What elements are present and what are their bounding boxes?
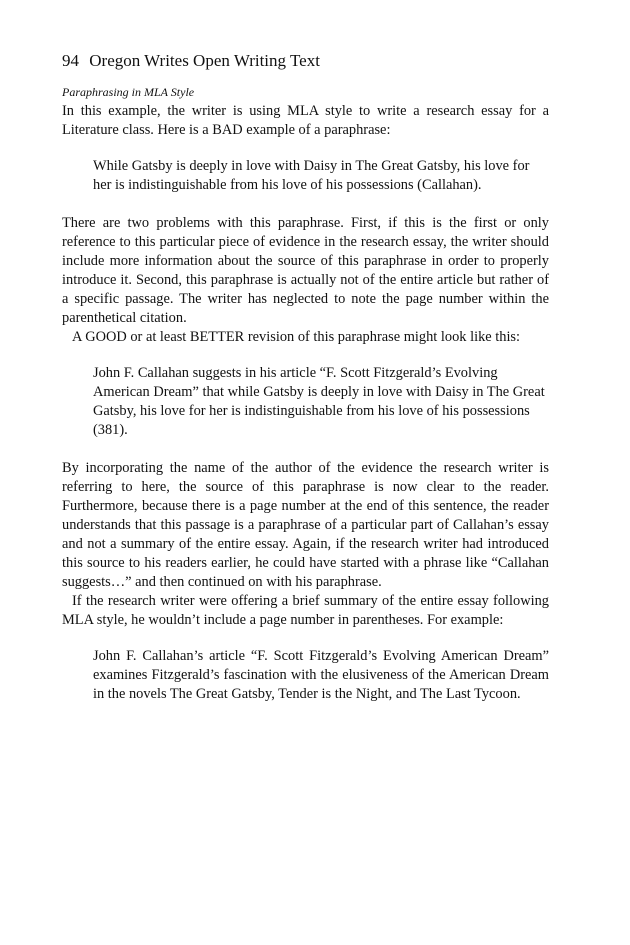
document-page <box>62 50 549 723</box>
paragraph-problems: There are two problems with this paraphrase. First, if this is the first or only reference to this particular piece of evidence in the research essay, the writer should include more information about the source of this paraphrase in order to properly introduce it. Second, this paraphrase is actually not of the entire article but rather of a specific passage. The writer has neglected to note the page number within the parenthetical citation. <box>62 215 549 326</box>
block-quote-better-example: John F. Callahan suggests in his article “F. Scott Fitzgerald’s Evolving American Dream” that while Gatsby is deeply in love with Daisy in The Great Gatsby, his love for her is indistinguishable from his love of his possessions (381). <box>93 365 545 438</box>
paragraph-intro: In this example, the writer is using MLA style to write a research essay for a Literature class. Here is a BAD example of a paraphrase: <box>62 103 549 138</box>
running-head <box>62 50 549 72</box>
page-number: 94 <box>62 51 79 70</box>
paragraph-summary-intro: If the research writer were offering a brief summary of the entire essay following MLA style, he wouldn’t include a page number in parentheses. For example: <box>62 593 549 628</box>
block-quote-bad-example: While Gatsby is deeply in love with Daisy in The Great Gatsby, his love for her is indistinguishable from his love of his possessions (Callahan). <box>93 158 530 193</box>
book-title: Oregon Writes Open Writing Text <box>89 51 320 70</box>
section-heading: Paraphrasing in MLA Style <box>62 85 195 99</box>
paragraph-explanation: By incorporating the name of the author of the evidence the research writer is referring to here, the source of this paraphrase is now clear to the reader. Furthermore, because there is a page number at the end of this sentence, the reader understands that this passage is a paraphrase of a particular part of Callahan’s essay and not a summary of the entire essay. Again, if the research writer had introduced this source to his readers earlier, he could have started with a phrase like “Callahan suggests…” and then continued on with his paraphrase. <box>62 460 549 590</box>
paragraph-good-intro: A GOOD or at least BETTER revision of this paraphrase might look like this: <box>72 329 521 345</box>
block-quote-summary-example: John F. Callahan’s article “F. Scott Fitzgerald’s Evolving American Dream” examines Fitzgerald’s fascination with the elusiveness of the American Dream in the novels The Great Gatsby, Tender is the Night, and The Last Tycoon. <box>93 648 549 702</box>
